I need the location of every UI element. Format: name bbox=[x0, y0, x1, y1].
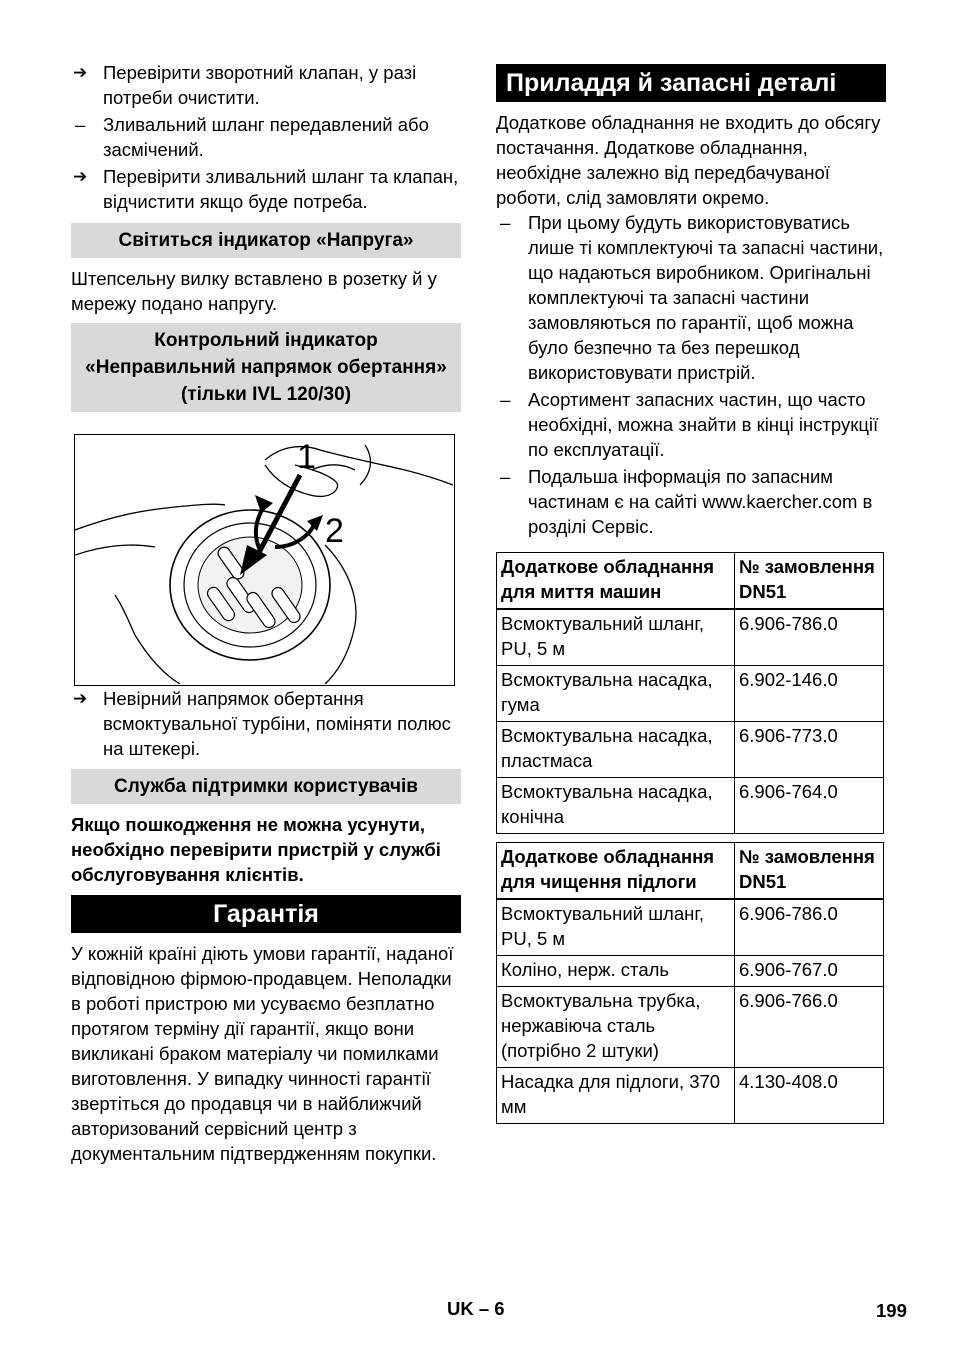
table-cell: Всмоктувальний шланг, PU, 5 м bbox=[497, 609, 735, 666]
arrow-icon: ➔ bbox=[73, 63, 88, 82]
plug-illustration bbox=[75, 435, 453, 684]
warranty-heading: Гарантія bbox=[71, 895, 461, 933]
page-number: 199 bbox=[876, 1300, 907, 1321]
list-item bbox=[496, 210, 886, 385]
list-item bbox=[71, 686, 461, 761]
table-cell: 6.906-766.0 bbox=[735, 987, 884, 1068]
parts-table-floor-cleaning bbox=[496, 842, 884, 1124]
paragraph: Якщо пошкодження не можна усунути, необхідно перевірити пристрій у службі обслуговування клієнтів. bbox=[71, 814, 441, 885]
list-item-text: Перевірити зливальний шланг та клапан, відчистити якщо буде потреба. bbox=[103, 166, 459, 212]
list-item-text: Зливальний шланг передавлений або засмічений. bbox=[103, 114, 429, 160]
right-column bbox=[496, 64, 886, 1124]
table-row bbox=[497, 956, 884, 987]
paragraph: Штепсельну вилку вставлено в розетку й у мережу подано напругу. bbox=[71, 268, 437, 314]
table-cell: 4.130-408.0 bbox=[735, 1068, 884, 1124]
dash-bullet: – bbox=[500, 212, 511, 233]
dash-bullet: – bbox=[500, 466, 511, 487]
list-item-text: Перевірити зворотний клапан, у разі потреби очистити. bbox=[103, 62, 417, 108]
table-cell: Всмоктувальний шланг, PU, 5 м bbox=[497, 899, 735, 956]
left-column bbox=[71, 60, 461, 1166]
list-item-text: Невірний напрямок обертання всмоктувальної турбіни, поміняти полюс на штекері. bbox=[103, 688, 451, 759]
list-item-text: При цьому будуть використовуватись лише ті комплектуючі та запасні частини, що надаються виробником. Оригінальні комплектуючі та запасні частини замовляються по гарантії, щоб можна було безпечно та без перешкод використовувати пристрій. bbox=[528, 212, 884, 383]
list-item bbox=[71, 164, 461, 214]
list-item bbox=[496, 387, 886, 462]
accessories-heading: Приладдя й запасні деталі bbox=[496, 64, 886, 102]
section-heading: Служба підтримки користувачів bbox=[71, 769, 461, 804]
list-item bbox=[71, 60, 461, 110]
table-row bbox=[497, 666, 884, 722]
table-header-cell: № замовлення DN51 bbox=[735, 843, 884, 900]
table-cell: 6.906-786.0 bbox=[735, 609, 884, 666]
table-header-cell: Додаткове обладнання для чищення підлоги bbox=[497, 843, 735, 900]
table-cell: Всмоктувальна насадка, гума bbox=[497, 666, 735, 722]
arrow-icon: ➔ bbox=[73, 689, 88, 708]
list-item bbox=[71, 112, 461, 162]
table-row bbox=[497, 1068, 884, 1124]
arrow-icon: ➔ bbox=[73, 167, 88, 186]
list-item-text: Подальша інформація по запасним частинам є на сайті www.kaercher.com в розділі Сервіс. bbox=[528, 466, 873, 537]
table-cell: Всмоктувальна насадка, конічна bbox=[497, 778, 735, 834]
table-header-row bbox=[497, 843, 884, 900]
table-cell: Всмоктувальна насадка, пластмаса bbox=[497, 722, 735, 778]
section-heading: Контрольний індикатор «Неправильний напрямок обертання» (тільки IVL 120/30) bbox=[71, 323, 461, 412]
paragraph: Додаткове обладнання не входить до обсягу постачання. Додаткове обладнання, необхідне залежно від передбачуваної роботи, слід замовляти окремо. bbox=[496, 112, 881, 208]
table-cell: Всмоктувальна трубка, нержавіюча сталь (потрібно 2 штуки) bbox=[497, 987, 735, 1068]
table-cell: 6.906-786.0 bbox=[735, 899, 884, 956]
table-cell: 6.906-764.0 bbox=[735, 778, 884, 834]
table-header-row bbox=[497, 553, 884, 610]
table-cell: 6.906-773.0 bbox=[735, 722, 884, 778]
table-row bbox=[497, 609, 884, 666]
table-row bbox=[497, 778, 884, 834]
list-item-text: Асортимент запасних частин, що часто необхідні, можна знайти в кінці інструкції по експлуатації. bbox=[528, 389, 879, 460]
table-row bbox=[497, 987, 884, 1068]
dash-bullet: – bbox=[500, 389, 511, 410]
table-cell: 6.902-146.0 bbox=[735, 666, 884, 722]
dash-bullet: – bbox=[75, 114, 86, 135]
table-row bbox=[497, 899, 884, 956]
parts-table-car-wash bbox=[496, 552, 884, 834]
table-header-cell: Додаткове обладнання для миття машин bbox=[497, 553, 735, 610]
illustration-plug-rotation bbox=[74, 434, 455, 686]
table-cell: Насадка для підлоги, 370 мм bbox=[497, 1068, 735, 1124]
table-header-cell: № замовлення DN51 bbox=[735, 553, 884, 610]
section-heading: Світиться індикатор «Напруга» bbox=[71, 223, 461, 258]
paragraph: У кожній країні діють умови гарантії, наданої відповідною фірмою-продавцем. Неполадки в роботі пристрою ми усуваємо безплатно протягом терміну дії гарантії, якщо вони викликані браком матеріалу чи помилками виготовлення. У випадку чинності гарантії звертіться до продавця чи в найближчий авторизований сервісний центр з документальним підтвердженням покупки. bbox=[71, 943, 454, 1164]
figure-label-1: 1 bbox=[297, 438, 316, 476]
figure-label-2: 2 bbox=[325, 512, 344, 550]
footer-section-label: UK – 6 bbox=[447, 1298, 505, 1319]
table-row bbox=[497, 722, 884, 778]
table-cell: Коліно, нерж. сталь bbox=[497, 956, 735, 987]
list-item bbox=[496, 464, 886, 539]
table-cell: 6.906-767.0 bbox=[735, 956, 884, 987]
